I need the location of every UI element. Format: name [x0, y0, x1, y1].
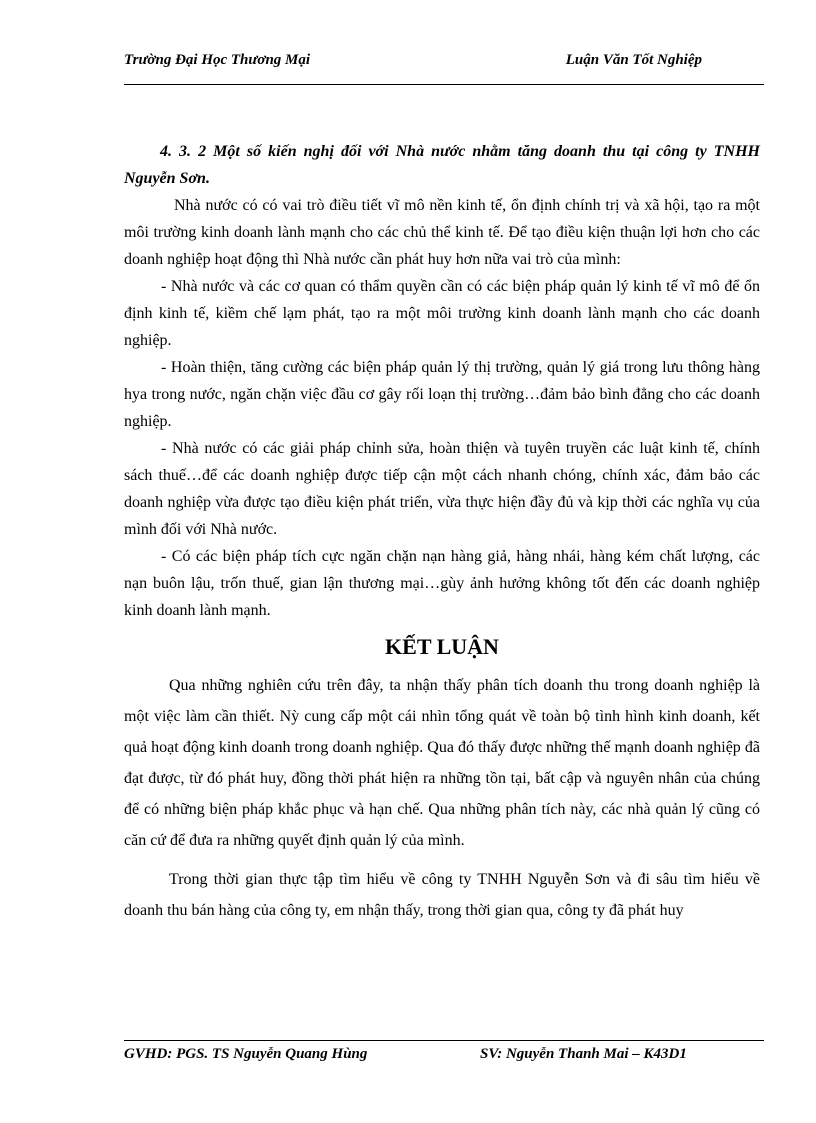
footer-student: SV: Nguyễn Thanh Mai – K43D1: [480, 1046, 687, 1062]
section-intro: Nhà nước có có vai trò điều tiết vĩ mô nền kinh tế, ổn định chính trị và xã hội, tạo ra một môi trường kinh doanh lành mạnh cho các chủ thể kinh tế. Để tạo điều kiện thuận lợi hơn cho các doanh nghiệp hoạt động thì Nhà nước cần phát huy hơn nữa vai trò của mình:: [124, 197, 760, 268]
conclusion-paragraph: Qua những nghiên cứu trên đây, ta nhận thấy phân tích doanh thu trong doanh nghiệp là một việc làm cần thiết. Nỳ cung cấp một cái nhìn tổng quát về toàn bộ tình hình kinh doanh, kết quả hoạt động kinh doanh trong doanh nghiệp. Qua đó thấy được những thế mạnh doanh nghiệp đã đạt được, từ đó phát huy, đồng thời phát hiện ra những tồn tại, bất cập và nguyên nhân của chúng để có những biện pháp khắc phục và hạn chế. Qua những phân tích này, các nhà quản lý cũng có căn cứ để đưa ra những quyết định quản lý của mình.: [124, 677, 760, 849]
bullet-item: - Có các biện pháp tích cực ngăn chặn nạn hàng giả, hàng nhái, hàng kém chất lượng, các nạn buôn lậu, trốn thuế, gian lận thương mại…gùy ảnh hưởng không tốt đến các doanh nghiệp kinh doanh lành mạnh.: [124, 548, 760, 619]
conclusion-paragraph: Trong thời gian thực tập tìm hiểu về công ty TNHH Nguyễn Sơn và đi sâu tìm hiểu về doanh thu bán hàng của công ty, em nhận thấy, trong thời gian qua, công ty đã phát huy: [124, 871, 760, 919]
bullet-item: - Hoàn thiện, tăng cường các biện pháp quản lý thị trường, quản lý giá trong lưu thông hàng hya trong nước, ngăn chặn việc đầu cơ gây rối loạn thị trường…đảm bảo bình đẳng cho các doanh nghiệp.: [124, 359, 760, 430]
bullet-item: - Nhà nước và các cơ quan có thẩm quyền cần có các biện pháp quản lý kinh tế vĩ mô để ổn định kinh tế, kiềm chế lạm phát, tạo ra một môi trường kinh doanh lành mạnh cho các doanh nghiệp.: [124, 278, 760, 349]
header-university: Trường Đại Học Thương Mại: [124, 52, 311, 68]
page-footer: [124, 1040, 764, 1071]
page-content: [124, 138, 760, 926]
page-header: [124, 50, 764, 85]
section-heading: 4. 3. 2 Một số kiến nghị đối với Nhà nước nhằm tăng doanh thu tại công ty TNHH Nguyễn Sơn.: [124, 143, 760, 187]
conclusion-title: KẾT LUẬN: [385, 634, 499, 659]
header-document-type: Luận Văn Tốt Nghiệp: [565, 52, 702, 68]
bullet-item: - Nhà nước có các giải pháp chỉnh sửa, hoàn thiện và tuyên truyền các luật kinh tế, chính sách thuế…để các doanh nghiệp được tiếp cận một cách nhanh chóng, chính xác, đảm bảo các doanh nghiệp vừa được tạo điều kiện phát triển, vừa thực hiện đầy đủ và kịp thời các nghĩa vụ của mình đối với Nhà nước.: [124, 440, 760, 538]
footer-supervisor: GVHD: PGS. TS Nguyễn Quang Hùng: [124, 1046, 368, 1062]
